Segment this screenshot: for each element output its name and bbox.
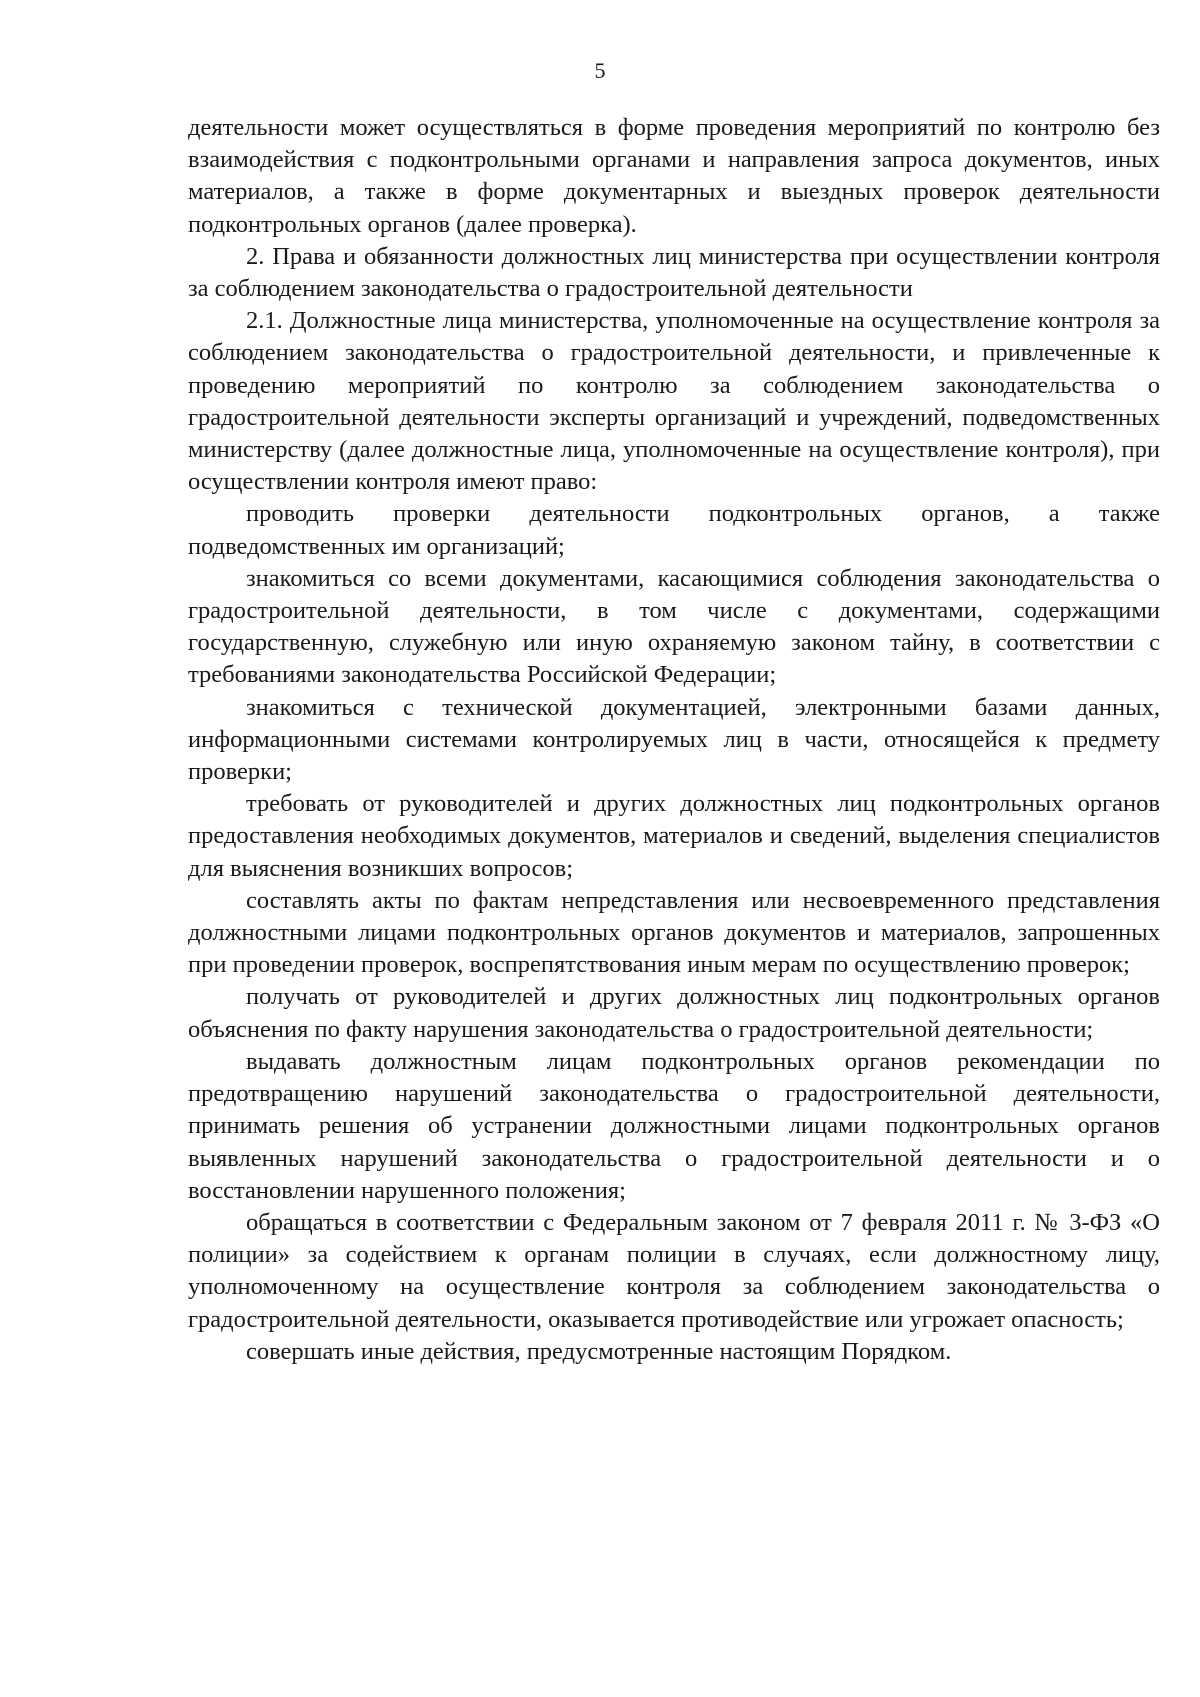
list-item-right: знакомиться со всеми документами, касающимися соблюдения законодательства о градостроительной деятельности, в том числе с документами, содержащими государственную, служебную или иную охраняемую законом тайну, в соответствии с требованиями законодательства Российской Федерации;: [188, 564, 1160, 689]
page-number: 5: [594, 58, 606, 83]
document-body: [188, 112, 1160, 1368]
paragraph-2-1: 2.1. Должностные лица министерства, уполномоченные на осуществление контроля за соблюдением законодательства о градостроительной деятельности, и привлеченные к проведению мероприятий по контролю за соблюдением законодательства о градостроительной деятельности эксперты организаций и учреждений, подведомственных министерству (далее должностные лица, уполномоченные на осуществление контроля), при осуществлении контроля имеют право:: [188, 307, 1160, 496]
paragraph-continuation: деятельности может осуществляться в форме проведения мероприятий по контролю без взаимодействия с подконтрольными органами и направления запроса документов, иных материалов, а также в форме документарных и выездных проверок деятельности подконтрольных органов (далее проверка).: [188, 114, 1160, 238]
list-item-right: требовать от руководителей и других должностных лиц подконтрольных органов предоставления необходимых документов, материалов и сведений, выделения специалистов для выяснения возникших вопросов;: [188, 790, 1160, 882]
list-item-right: выдавать должностным лицам подконтрольных органов рекомендации по предотвращению нарушений законодательства о градостроительной деятельности, принимать решения об устранении должностными лицами подконтрольных органов выявленных нарушений законодательства о градостроительной деятельности и о восстановлении нарушенного положения;: [188, 1047, 1160, 1204]
list-item-right: получать от руководителей и других должностных лиц подконтрольных органов объяснения по факту нарушения законодательства о градостроительной деятельности;: [188, 983, 1160, 1043]
section-heading: 2. Права и обязанности должностных лиц министерства при осуществлении контроля за соблюдением законодательства о градостроительной деятельности: [188, 242, 1160, 303]
list-item-right: совершать иные действия, предусмотренные настоящим Порядком.: [246, 1337, 952, 1365]
list-item-right: проводить проверки деятельности подконтрольных органов, а также подведомственных им организаций;: [188, 500, 1160, 560]
list-item-right: знакомиться с технической документацией, электронными базами данных, информационными системами контролируемых лиц в части, относящейся к предмету проверки;: [188, 693, 1160, 786]
list-item-right: обращаться в соответствии с Федеральным законом от 7 февраля 2011 г. № 3-ФЗ «О полиции» за содействием к органам полиции в случаях, если должностному лицу, уполномоченному на осуществление контроля за соблюдением законодательства о градостроительной деятельности, оказывается противодействие или угрожает опасность;: [188, 1208, 1160, 1333]
list-item-right: составлять акты по фактам непредставления или несвоевременного представления должностными лицами подконтрольных органов документов и материалов, запрошенных при проведении проверок, воспрепятствования иным мерам по осуществлению проверок;: [188, 886, 1160, 979]
